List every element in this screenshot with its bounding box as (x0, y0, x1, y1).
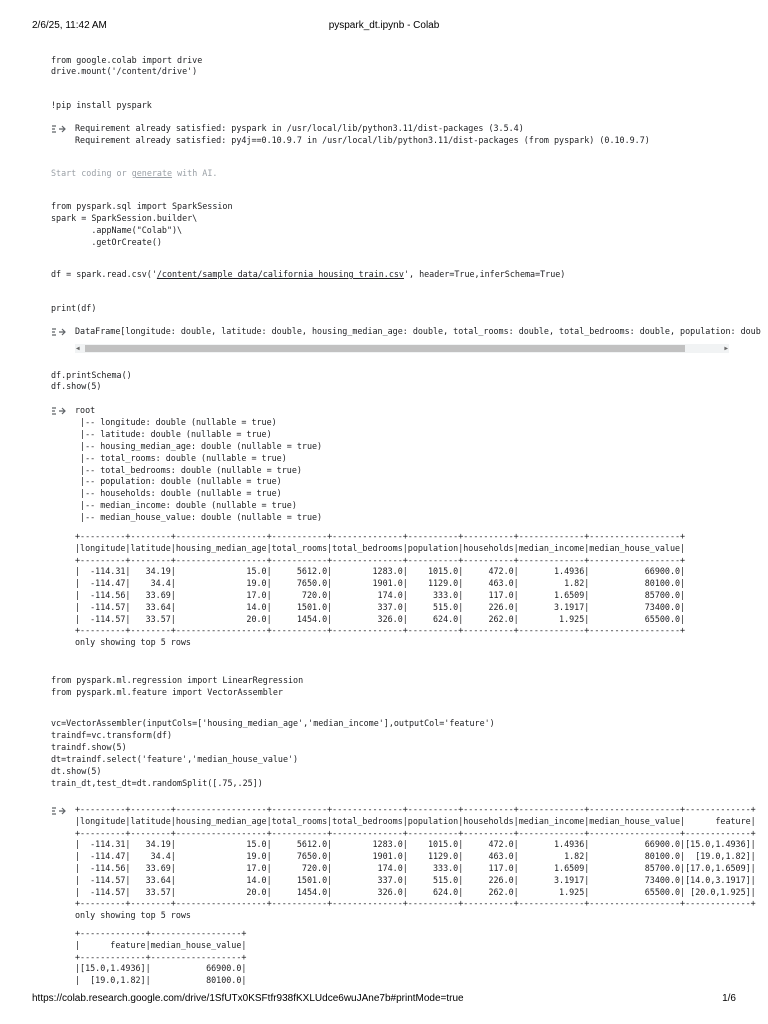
code-cell-mount[interactable]: from google.colab import drive drive.mount('/content/drive') (51, 55, 203, 76)
code-cell-ml-imports[interactable]: from pyspark.ml.regression import LinearRegression from pyspark.ml.feature import VectorAssembler (51, 675, 304, 697)
code-cell-vector-assembler[interactable]: vc=VectorAssembler(inputCols=['housing_median_age','median_income'],outputCol='feature') traindf=vc.transform(df) traindf.show(5) dt=traindf.select('feature','median_house_value') dt.show(5) train_dt,test_dt=dt.randomSplit([.75,.25]) (51, 718, 495, 788)
print-page-number: 1/6 (722, 993, 736, 1004)
scrollbar-thumb[interactable] (85, 345, 685, 352)
output-toggle-icon[interactable] (51, 327, 67, 337)
scroll-right-arrow-icon[interactable]: ▶ (724, 345, 728, 352)
csv-path-link[interactable]: /content/sample_data/california_housing_train.csv (156, 269, 404, 279)
feature-show-table: +---------+--------+------------------+-----------+--------------+----------+----------+-------------+------------------+-------------+ |longitude|latitude|housing_median_age|total_rooms|total_bedrooms|population|households|median_income|median_house_value| feature| +---------+--------+------------------+-----------+--------------+----------+----------+-------------+------------------+-------------+ | -114.31| 34.19| 15.0| 5612.0| 1283.0| 1015.0| 472.0| 1.4936| 66900.0|[15.0,1.4936]| | -114.47| 34.4| 19.0| 7650.0| 1901.0| 1129.0| 463.0| 1.82| 80100.0| [19.0,1.82]| | -114.56| 33.69| 17.0| 720.0| 174.0| 333.0| 117.0| 1.6509| 85700.0|[17.0,1.6509]| | -114.57| 33.64| 14.0| 1501.0| 337.0| 515.0| 226.0| 3.1917| 73400.0|[14.0,3.1917]| | -114.57| 33.57| 20.0| 1454.0| 326.0| 624.0| 262.0| 1.925| 65500.0| [20.0,1.925]| +---------+--------+------------------+-----------+--------------+----------+----------+-------------+------------------+-------------+ only showing top 5 rows (75, 804, 756, 921)
print-footer (0, 993, 768, 1007)
empty-cell-placeholder[interactable] (51, 168, 217, 179)
placeholder-text-end: with AI. (172, 168, 218, 178)
print-footer-url: https://colab.research.google.com/drive/1SfUTx0KSFtfr938fKXLUdce6wuJAne7b#printMode=true (32, 993, 464, 1004)
generate-link[interactable]: generate (131, 168, 173, 178)
print-datetime: 2/6/25, 11:42 AM (32, 20, 107, 31)
print-df-output: DataFrame[longitude: double, latitude: double, housing_median_age: double, total_rooms: double, total_bedrooms: double, population: doub (75, 326, 761, 336)
placeholder-text-start: Start coding or (51, 168, 132, 178)
print-header (0, 20, 768, 34)
code-cell-print-df[interactable]: print(df) (51, 303, 97, 313)
pip-output: Requirement already satisfied: pyspark in /usr/local/lib/python3.11/dist-packages (3.5.4) Requirement already satisfied: py4j==0.10.9.7 in /usr/local/lib/python3.11/dist-packages (from pyspark) (0.10.9.7) (75, 123, 650, 145)
code-cell-read-csv[interactable] (51, 269, 565, 280)
print-title: pyspark_dt.ipynb - Colab (328, 20, 440, 31)
read-csv-code-post: ', header=True,inferSchema=True) (403, 269, 566, 279)
select-show-table: +-------------+------------------+ | feature|median_house_value| +-------------+------------------+ |[15.0,1.4936]| 66900.0| | [19.0,1.82]| 80100.0| (75, 928, 247, 986)
code-cell-print-schema[interactable]: df.printSchema() df.show(5) (51, 370, 132, 391)
output-horizontal-scrollbar[interactable] (75, 344, 729, 353)
df-show-table: +---------+--------+------------------+-----------+--------------+----------+----------+-------------+------------------+ |longitude|latitude|housing_median_age|total_rooms|total_bedrooms|population|households|median_income|median_house_value| +---------+--------+------------------+-----------+--------------+----------+----------+-------------+------------------+ | -114.31| 34.19| 15.0| 5612.0| 1283.0| 1015.0| 472.0| 1.4936| 66900.0| | -114.47| 34.4| 19.0| 7650.0| 1901.0| 1129.0| 463.0| 1.82| 80100.0| | -114.56| 33.69| 17.0| 720.0| 174.0| 333.0| 117.0| 1.6509| 85700.0| | -114.57| 33.64| 14.0| 1501.0| 337.0| 515.0| 226.0| 3.1917| 73400.0| | -114.57| 33.57| 20.0| 1454.0| 326.0| 624.0| 262.0| 1.925| 65500.0| +---------+--------+------------------+-----------+--------------+----------+----------+-------------+------------------+ only showing top 5 rows (75, 531, 686, 648)
output-toggle-icon[interactable] (51, 124, 67, 134)
schema-output: root |-- longitude: double (nullable = true) |-- latitude: double (nullable = true) |-- housing_median_age: double (nullable = true) |-- total_rooms: double (nullable = true) |-- total_bedrooms: double (nullable = true) |-- population: double (nullable = true) |-- households: double (nullable = true) |-- median_income: double (nullable = true) |-- median_house_value: double (nullable = true) (75, 405, 323, 523)
output-toggle-icon[interactable] (51, 806, 67, 816)
code-cell-pip[interactable]: !pip install pyspark (51, 100, 152, 110)
scroll-left-arrow-icon[interactable]: ◀ (76, 345, 80, 352)
read-csv-code-pre: df = spark.read.csv(' (51, 269, 157, 279)
output-toggle-icon[interactable] (51, 406, 67, 416)
code-cell-spark-session[interactable]: from pyspark.sql import SparkSession spark = SparkSession.builder\ .appName("Colab")\ .getOrCreate() (51, 201, 233, 247)
